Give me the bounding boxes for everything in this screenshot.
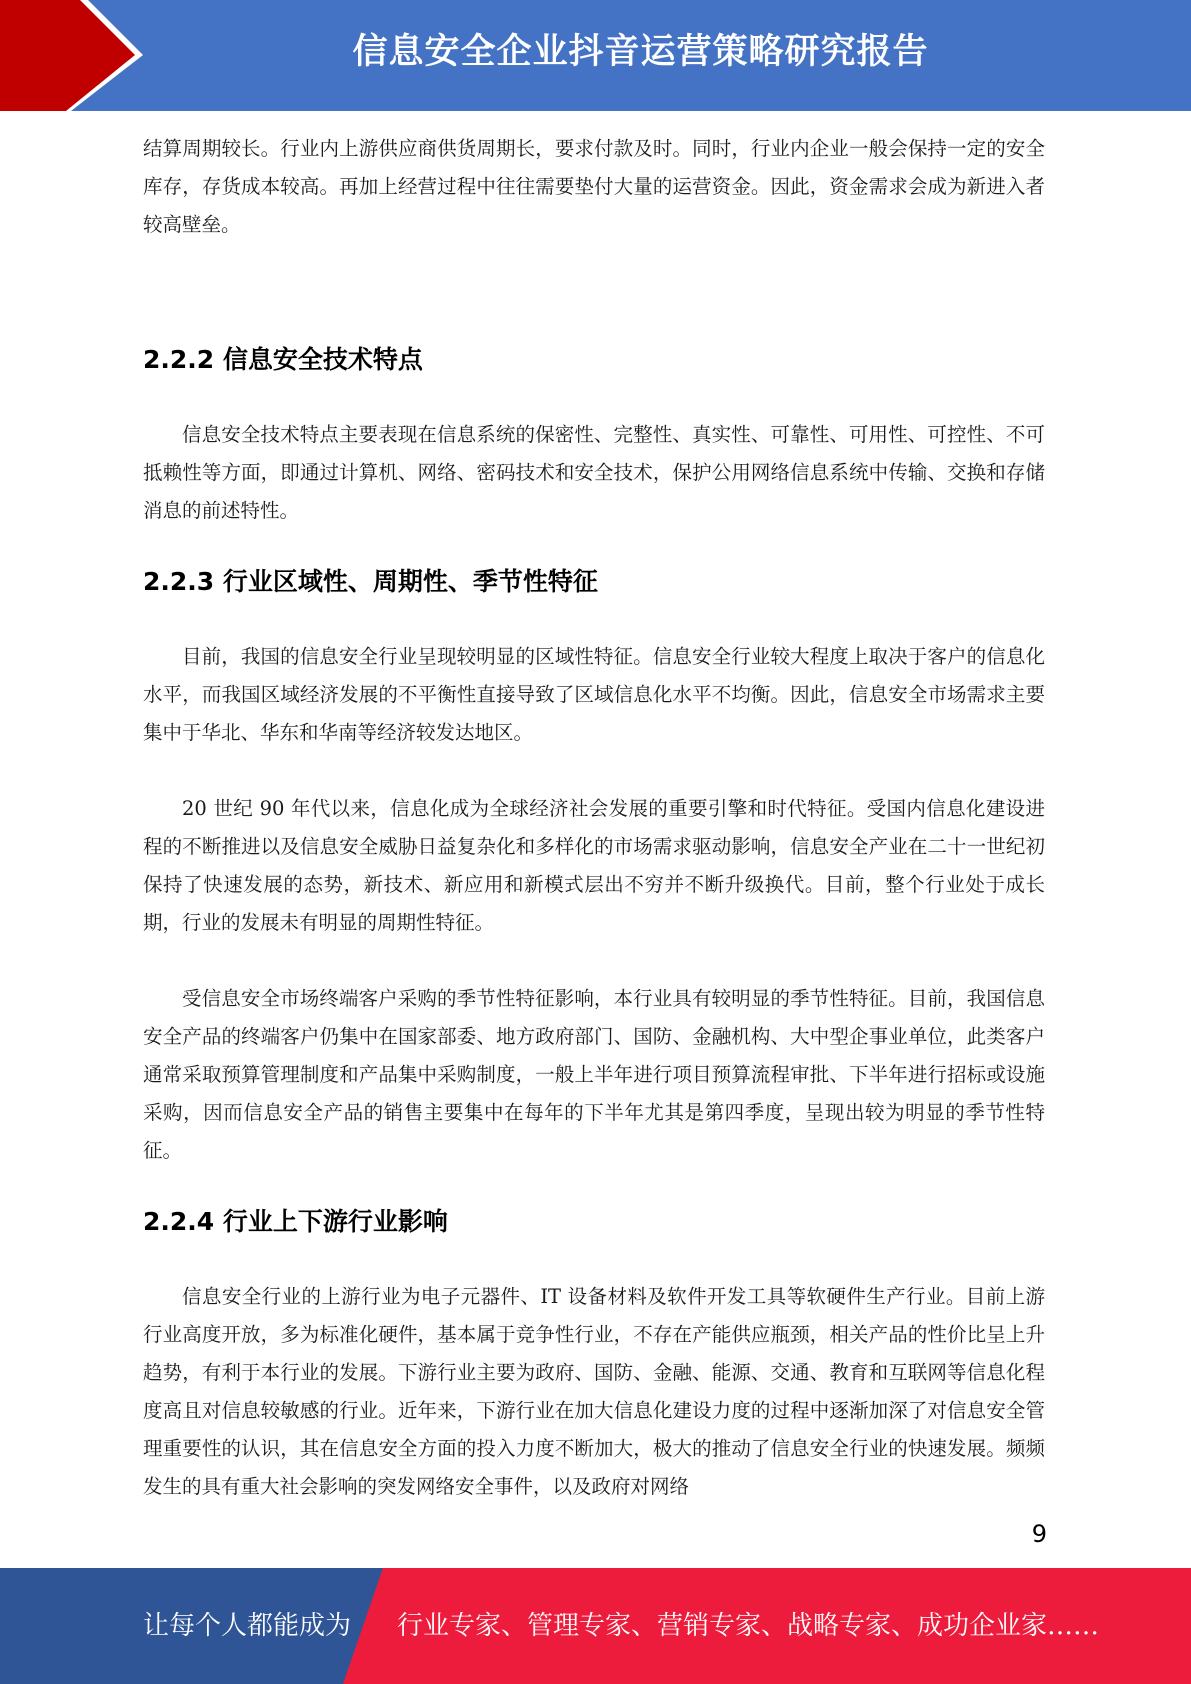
footer-slogan-left: 让每个人都能成为 — [143, 1611, 352, 1641]
paragraph-5: 受信息安全市场终端客户采购的季节性特征影响，本行业具有较明显的季节性特征。目前，我国信息安全产品的终端客户仍集中在国家部委、地方政府部门、国防、金融机构、大中型企事业单位，此类客户通常采取预算管理制度和产品集中采购制度，一般上半年进行项目预算流程审批、下半年进行招标或设施采购，因而信息安全产品的销售主要集中在每年的下半年尤其是第四季度，呈现出较为明显的季节性特征。 — [143, 987, 1045, 1162]
paragraph-2: 信息安全技术特点主要表现在信息系统的保密性、完整性、真实性、可靠性、可用性、可控性、不可抵赖性等方面，即通过计算机、网络、密码技术和安全技术，保护公用网络信息系统中传输、交换和存储消息的前述特性。 — [143, 423, 1045, 522]
paragraph-6: 信息安全行业的上游行业为电子元器件、IT 设备材料及软件开发工具等软硬件生产行业。目前上游行业高度开放，多为标准化硬件，基本属于竞争性行业，不存在产能供应瓶颈，相关产品的性价比呈上升趋势，有利于本行业的发展。下游行业主要为政府、国防、金融、能源、交通、教育和互联网等信息化程度高且对信息较敏感的行业。近年来，下游行业在加大信息化建设力度的过程中逐渐加深了对信息安全管理重要性的认识，其在信息安全方面的投入力度不断加大，极大的推动了信息安全行业的快速发展。频频发生的具有重大社会影响的突发网络安全事件，以及政府对网络 — [143, 1285, 1045, 1498]
page-number: 9 — [1031, 1520, 1047, 1548]
heading-2-2-3: 2.2.3 行业区域性、周期性、季节性特征 — [143, 567, 598, 596]
header-title: 信息安全企业抖音运营策略研究报告 — [352, 32, 929, 72]
paragraph-3: 目前，我国的信息安全行业呈现较明显的区域性特征。信息安全行业较大程度上取决于客户的信息化水平，而我国区域经济发展的不平衡性直接导致了区域信息化水平不均衡。因此，信息安全市场需求主要集中于华北、华东和华南等经济较发达地区。 — [143, 645, 1045, 744]
heading-2-2-4: 2.2.4 行业上下游行业影响 — [143, 1207, 448, 1236]
footer-slogan-right: 行业专家、管理专家、营销专家、战略专家、成功企业家…… — [397, 1611, 1100, 1641]
heading-2-2-2: 2.2.2 信息安全技术特点 — [143, 345, 423, 374]
page-header — [0, 0, 1191, 111]
paragraph-1: 结算周期较长。行业内上游供应商供货周期长，要求付款及时。同时，行业内企业一般会保持一定的安全库存，存货成本较高。再加上经营过程中往往需要垫付大量的运营资金。因此，资金需求会成为新进入者较高壁垒。 — [143, 137, 1045, 236]
page-footer — [0, 1568, 1191, 1684]
paragraph-4: 20 世纪 90 年代以来，信息化成为全球经济社会发展的重要引擎和时代特征。受国内信息化建设进程的不断推进以及信息安全威胁日益复杂化和多样化的市场需求驱动影响，信息安全产业在二十一世纪初保持了快速发展的态势，新技术、新应用和新模式层出不穷并不断升级换代。目前，整个行业处于成长期，行业的发展未有明显的周期性特征。 — [143, 797, 1045, 934]
document-body — [143, 130, 1045, 1506]
